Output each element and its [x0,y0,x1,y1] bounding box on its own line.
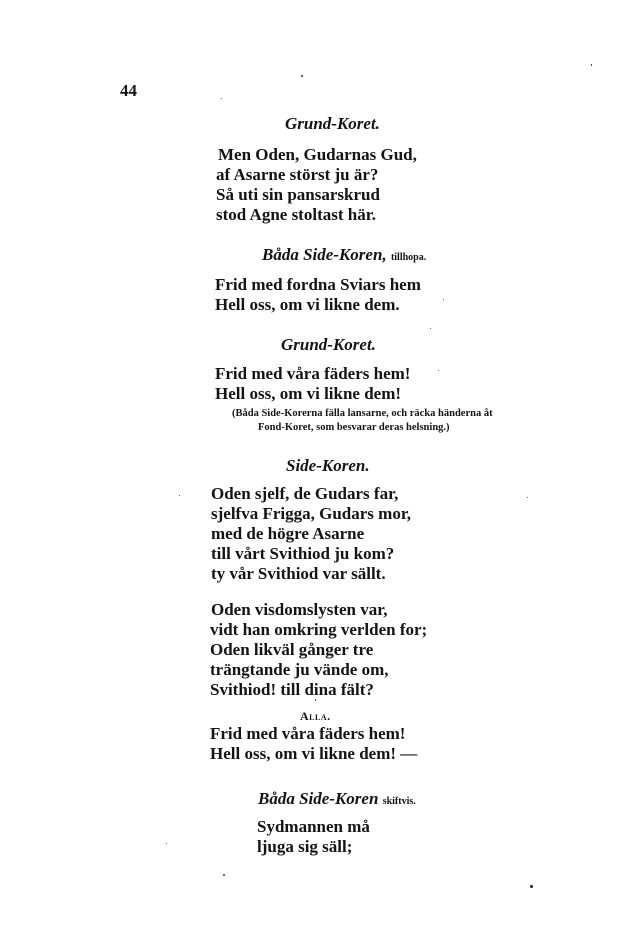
verse-line: Frid med fordna Sviars hem [215,275,421,294]
verse-line: trängtande ju vände om, [210,660,389,679]
heading-text: Båda Side-Koren [258,789,379,808]
verse-line: ljuga sig säll; [257,837,353,856]
verse-line: Frid med våra fäders hem! [215,364,411,383]
scan-speck [591,64,592,66]
stage-direction: Fond-Koret, som besvarar deras helsning.) [258,422,450,433]
scan-speck [315,699,316,701]
heading-bada-side-koren [262,245,426,268]
verse-line: Så uti sin pansarskrud [216,185,380,204]
heading-side-koren: Side-Koren. [286,456,370,475]
verse-line: Hell oss, om vi likne dem. [215,295,400,314]
scan-speck [179,495,180,496]
verse-line: till vårt Svithiod ju kom? [211,544,395,563]
verse-line: Oden likväl gånger tre [210,640,374,659]
verse-line: sjelfva Frigga, Gudars mor, [211,504,412,523]
verse-line: Frid med våra fäders hem! [210,724,406,743]
heading-grund-koret-2: Grund-Koret. [281,335,376,354]
heading-bada-side-koren-skiftvis [258,789,416,812]
verse-line: ty vår Svithiod var sällt. [211,564,386,583]
heading-text: Båda Side-Koren, [262,245,387,264]
verse-line: Sydmannen må [257,817,370,836]
scan-speck [301,75,303,77]
verse-line: vidt han omkring verlden for; [210,620,428,639]
heading-alla: Alla. [300,709,331,723]
scan-speck [443,299,444,300]
verse-line: med de högre Asarne [211,524,365,543]
verse-line: Hell oss, om vi likne dem! [215,384,402,403]
verse-line: Hell oss, om vi likne dem! — [210,744,418,763]
verse-line: Men Oden, Gudarnas Gud, [218,145,417,164]
scan-speck [223,874,225,876]
scan-speck [430,328,431,329]
verse-line: Oden sjelf, de Gudars far, [211,484,399,503]
verse-line: Oden visdomslysten var, [211,600,388,619]
scan-speck [527,497,528,498]
page-number: 44 [120,81,137,100]
scan-speck [530,885,533,888]
verse-line: stod Agne stoltast här. [216,205,376,224]
scan-speck [221,98,222,99]
stage-direction: (Båda Side-Korerna fälla lansarne, och räcka händerna åt [232,408,493,419]
heading-note: tillhopa. [390,252,427,263]
verse-line: af Asarne störst ju är? [216,165,379,184]
verse-line: Svithiod! till dina fält? [210,680,374,699]
heading-note: skiftvis. [382,796,416,807]
scan-speck [166,843,167,844]
heading-grund-koret-1: Grund-Koret. [285,114,380,133]
scan-speck [438,370,439,371]
